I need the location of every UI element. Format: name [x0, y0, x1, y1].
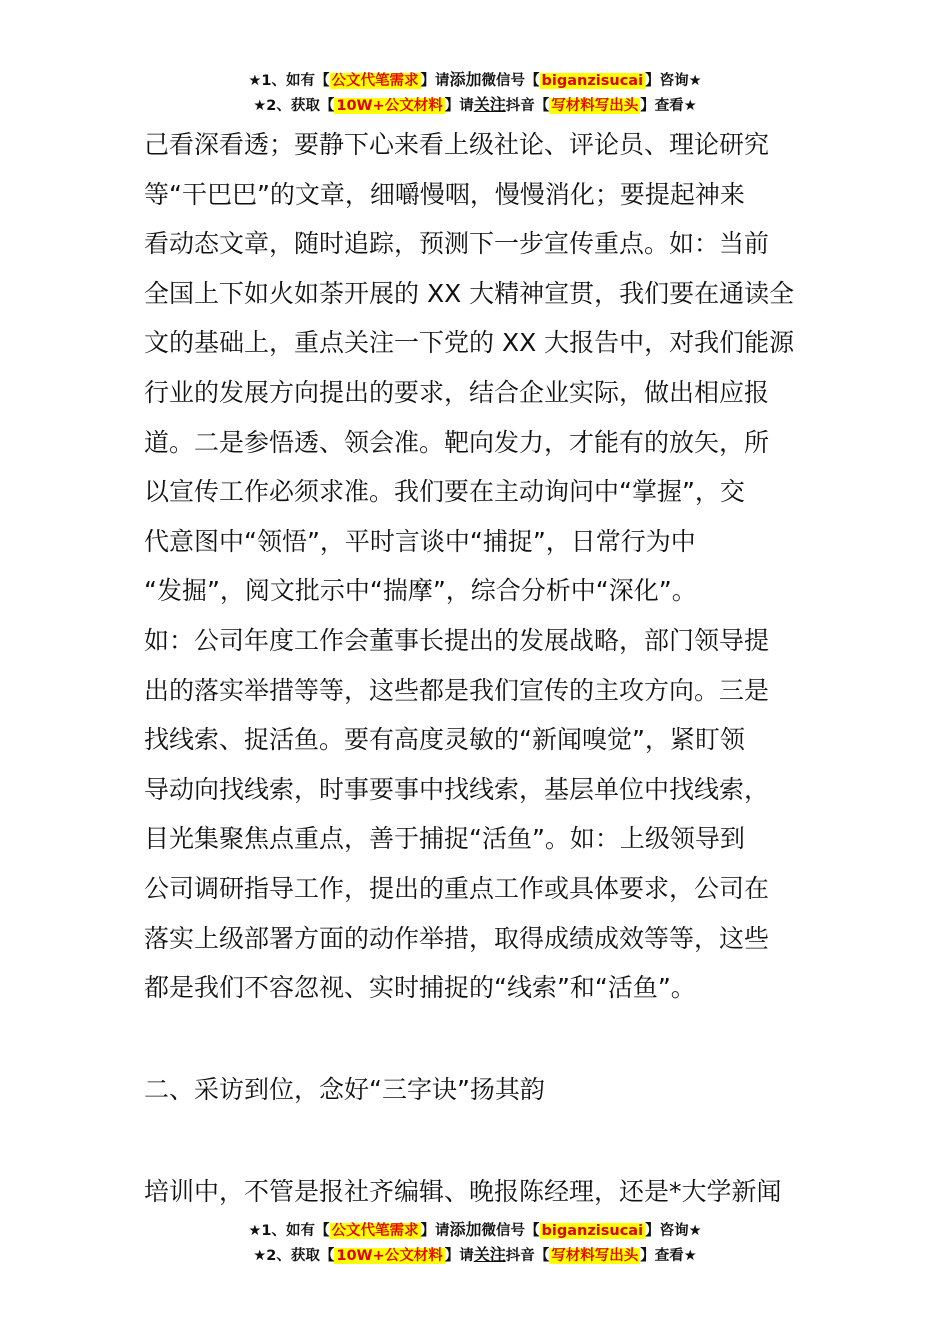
banner-highlight-wechat-id: biganzisucai — [541, 73, 644, 89]
banner-line-2-mid2: 抖音【 — [505, 1248, 550, 1264]
banner-emphasis-add: 添加 — [449, 70, 482, 89]
text-line: 如：公司年度工作会董事长提出的发展战略，部门领导提 — [144, 625, 770, 655]
banner-line-2-mid2: 抖音【 — [505, 98, 550, 114]
text-line: 都是我们不容忽视、实时捕捉的“线索”和“活鱼”。 — [144, 973, 696, 1003]
banner-line-2-prefix: ★2、获取【 — [253, 1248, 335, 1264]
footer-banner — [0, 1218, 950, 1268]
text-line: 导动向找线索，时事要事中找线索，基层单位中找线索， — [144, 774, 770, 804]
banner-line-1-prefix: ★1、如有【 — [248, 1223, 330, 1239]
banner-highlight-service: 公文代笔需求 — [331, 73, 419, 89]
banner-line-1-prefix: ★1、如有【 — [248, 73, 330, 89]
text-line: 找线索、捉活鱼。要有高度灵敏的“新闻嗅觉”，紧盯领 — [144, 725, 745, 755]
banner-highlight-wechat-id: biganzisucai — [541, 1223, 644, 1239]
banner-line-1-suffix: 】咨询★ — [645, 73, 702, 89]
text-line: 落实上级部署方面的动作举措，取得成绩成效等等，这些 — [144, 923, 770, 953]
banner-emphasis-follow: 关注 — [473, 95, 506, 114]
banner-highlight-service: 公文代笔需求 — [331, 1223, 419, 1239]
banner-line-1-mid2: 微信号【 — [481, 1223, 540, 1239]
text-line: 文的基础上，重点关注一下党的 XX 大报告中，对我们能源 — [144, 328, 795, 358]
text-line: 目光集聚焦点重点，善于捕捉“活鱼”。如：上级领导到 — [144, 824, 745, 854]
banner-highlight-douyin-name: 写材料写出头 — [551, 1248, 639, 1264]
body-paragraph — [144, 120, 812, 1013]
text-line: 以宣传工作必须求准。我们要在主动询问中“掌握”，交 — [144, 477, 745, 507]
body-paragraph — [144, 1167, 812, 1217]
banner-line-2-prefix: ★2、获取【 — [253, 98, 335, 114]
banner-line-2 — [0, 93, 950, 118]
text-line: 看动态文章，随时追踪，预测下一步宣传重点。如：当前 — [144, 229, 770, 259]
banner-line-2-suffix: 】查看★ — [640, 1248, 697, 1264]
banner-highlight-douyin-name: 写材料写出头 — [551, 98, 639, 114]
banner-line-2-mid: 】请 — [444, 98, 474, 114]
banner-highlight-materials: 10W+公文材料 — [336, 1248, 443, 1264]
banner-line-2 — [0, 1243, 950, 1268]
text-line: 等“干巴巴”的文章，细嚼慢咽，慢慢消化；要提起神来 — [144, 179, 745, 209]
header-banner — [0, 68, 950, 118]
text-line: 代意图中“领悟”，平时言谈中“捕捉”，日常行为中 — [144, 526, 696, 556]
banner-line-1 — [0, 68, 950, 93]
text-line: 培训中，不管是报社齐编辑、晚报陈经理，还是*大学新闻 — [144, 1177, 782, 1206]
banner-line-1-mid: 】请 — [420, 73, 450, 89]
banner-line-1-mid: 】请 — [420, 1223, 450, 1239]
banner-highlight-materials: 10W+公文材料 — [336, 98, 443, 114]
banner-emphasis-add: 添加 — [449, 1220, 482, 1239]
text-line: “发掘”，阅文批示中“揣摩”，综合分析中“深化”。 — [144, 576, 697, 606]
text-line: 行业的发展方向提出的要求，结合企业实际，做出相应报 — [144, 377, 770, 407]
text-line: 公司调研指导工作，提出的重点工作或具体要求，公司在 — [144, 873, 770, 903]
text-line: 全国上下如火如荼开展的 XX 大精神宣贯，我们要在通读全 — [144, 278, 795, 308]
banner-line-2-mid: 】请 — [444, 1248, 474, 1264]
banner-line-1-mid2: 微信号【 — [481, 73, 540, 89]
section-heading — [144, 1065, 812, 1115]
text-line: 道。二是参悟透、领会准。靶向发力，才能有的放矢，所 — [144, 427, 770, 457]
banner-line-2-suffix: 】查看★ — [640, 98, 697, 114]
section-heading-text: 二、采访到位，念好“三字诀”扬其韵 — [144, 1075, 545, 1104]
text-line: 己看深看透；要静下心来看上级社论、评论员、理论研究 — [144, 130, 770, 159]
banner-emphasis-follow: 关注 — [473, 1245, 506, 1264]
banner-line-1-suffix: 】咨询★ — [645, 1223, 702, 1239]
banner-line-1 — [0, 1218, 950, 1243]
text-line: 出的落实举措等等，这些都是我们宣传的主攻方向。三是 — [144, 675, 770, 705]
